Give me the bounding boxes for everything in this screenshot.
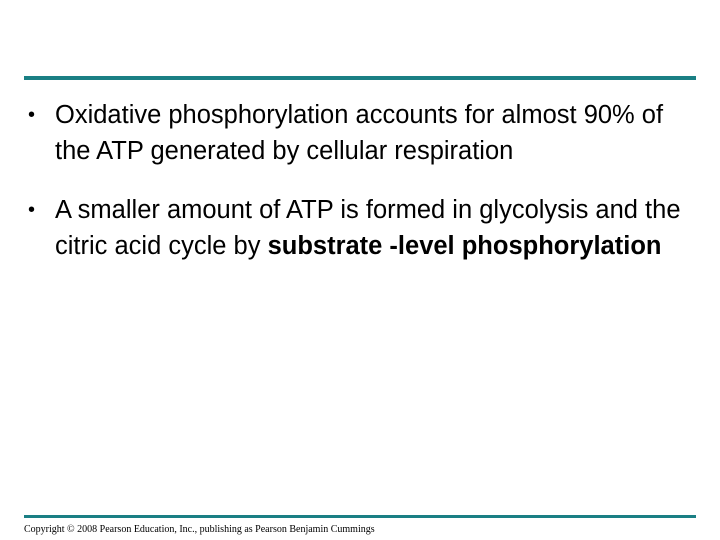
bottom-divider — [24, 515, 696, 518]
bullet-icon: • — [28, 199, 36, 221]
bullet-item-substrate-level — [28, 192, 693, 264]
bullet-list — [28, 97, 693, 287]
bullet-text: Oxidative phosphorylation accounts for almost 90% of the ATP generated by cellular respiration — [55, 101, 664, 165]
bullet-text: A smaller amount of ATP is formed in glycolysis and the citric acid cycle by — [55, 196, 681, 260]
copyright-notice: Copyright © 2008 Pearson Education, Inc., publishing as Pearson Benjamin Cummings — [24, 524, 375, 535]
bullet-icon: • — [28, 104, 36, 126]
bullet-bold-term: substrate -level phosphorylation — [267, 232, 662, 260]
top-divider — [24, 76, 696, 80]
bullet-item-oxidative-phosphorylation — [28, 97, 693, 169]
